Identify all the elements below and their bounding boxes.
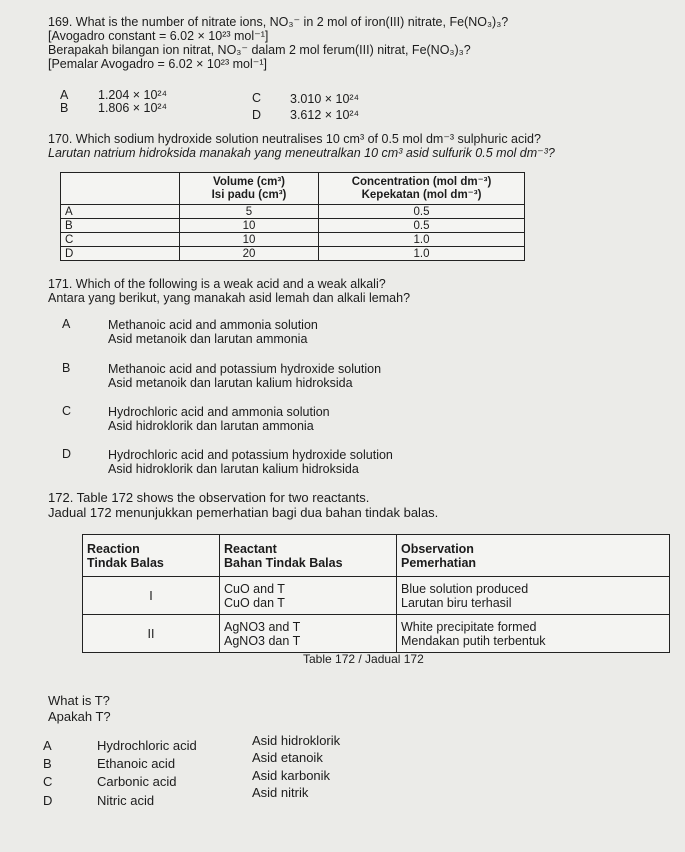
q172-option-a-label[interactable]: A <box>43 738 52 753</box>
q170-row-volume: 10 <box>180 233 319 247</box>
q169-option-c-text: 3.010 × 10²⁴ <box>290 92 359 106</box>
q171-stem-ms: Antara yang berikut, yang manakah asid lemah dan alkali lemah? <box>48 291 411 305</box>
q172-option-a-en: Hydrochloric acid <box>97 738 197 753</box>
table-row[interactable] <box>61 205 525 219</box>
q170-row-label: C <box>61 233 180 247</box>
q172-option-b-ms: Asid etanoik <box>252 750 323 765</box>
q169-option-b-text: 1.806 × 10²⁴ <box>98 101 167 115</box>
q170-row-volume: 10 <box>180 219 319 233</box>
q172-row-reaction: II <box>83 615 220 653</box>
q171-option-d-en: Hydrochloric acid and potassium hydroxide solution <box>108 448 393 462</box>
q171-stem-en: 171. Which of the following is a weak acid and a weak alkali? <box>48 277 386 291</box>
q169-option-b-label[interactable]: B <box>60 101 69 115</box>
table-row[interactable] <box>61 233 525 247</box>
q172-table-caption: Table 172 / Jadual 172 <box>303 652 424 666</box>
q172-option-c-label[interactable]: C <box>43 774 53 789</box>
table-row[interactable] <box>61 219 525 233</box>
q172-option-d-ms: Asid nitrik <box>252 785 309 800</box>
q172-header-observation: Observation Pemerhatian <box>397 535 670 577</box>
question-171 <box>48 277 410 305</box>
q170-table <box>60 172 525 261</box>
q172-ask <box>48 693 111 725</box>
question-169 <box>48 15 508 71</box>
table-row[interactable] <box>83 615 670 653</box>
question-172 <box>48 490 438 520</box>
q170-header-volume: Volume (cm³) Isi padu (cm³) <box>180 173 319 205</box>
table-row[interactable] <box>83 577 670 615</box>
q172-ask-en: What is T? <box>48 693 110 708</box>
q170-row-conc: 0.5 <box>319 205 525 219</box>
q169-option-d-label[interactable]: D <box>252 108 262 122</box>
q172-row-observation: White precipitate formed Mendakan putih terbentuk <box>397 615 670 653</box>
q172-option-a-ms: Asid hidroklorik <box>252 733 341 748</box>
q172-row-reactant: AgNO3 and T AgNO3 dan T <box>220 615 397 653</box>
q170-row-volume: 20 <box>180 247 319 261</box>
q171-option-d-label[interactable]: D <box>62 447 72 461</box>
q171-option-c-ms: Asid hidroklorik dan larutan ammonia <box>108 419 314 433</box>
q170-stem-ms: Larutan natrium hidroksida manakah yang meneutralkan 10 cm³ asid sulfurik 0.5 mol dm⁻³? <box>48 146 555 160</box>
q170-stem-en: 170. Which sodium hydroxide solution neutralises 10 cm³ of 0.5 mol dm⁻³ sulphuric acid? <box>48 132 541 146</box>
q172-stem-en: 172. Table 172 shows the observation for two reactants. <box>48 490 370 505</box>
q172-header-reactant: Reactant Bahan Tindak Balas <box>220 535 397 577</box>
q169-option-a-label[interactable]: A <box>60 88 69 102</box>
q172-stem-ms: Jadual 172 menunjukkan pemerhatian bagi dua bahan tindak balas. <box>48 505 439 520</box>
q172-option-b-en: Ethanoic acid <box>97 756 176 771</box>
q169-stem-en: 169. What is the number of nitrate ions, NO₃⁻ in 2 mol of iron(III) nitrate, Fe(NO₃)₃? <box>48 15 509 29</box>
q170-header-concentration: Concentration (mol dm⁻³) Kepekatan (mol dm⁻³) <box>319 173 525 205</box>
q169-stem-ms: Berapakah bilangan ion nitrat, NO₃⁻ dalam 2 mol ferum(III) nitrat, Fe(NO₃)₃? <box>48 43 471 57</box>
q172-table <box>82 534 670 653</box>
q172-option-d-en: Nitric acid <box>97 793 155 808</box>
q172-row-reactant: CuO and T CuO dan T <box>220 577 397 615</box>
q169-option-a-text: 1.204 × 10²⁴ <box>98 88 167 102</box>
q170-row-conc: 1.0 <box>319 247 525 261</box>
q171-option-d-ms: Asid hidroklorik dan larutan kalium hidroksida <box>108 462 359 476</box>
q171-option-c-label[interactable]: C <box>62 404 72 418</box>
q170-row-label: D <box>61 247 180 261</box>
q170-row-conc: 0.5 <box>319 219 525 233</box>
q171-option-c-en: Hydrochloric acid and ammonia solution <box>108 405 330 419</box>
q171-option-a-en: Methanoic acid and ammonia solution <box>108 318 318 332</box>
q171-option-b-ms: Asid metanoik dan larutan kalium hidroksida <box>108 376 353 390</box>
q172-header-reaction: Reaction Tindak Balas <box>83 535 220 577</box>
q169-constant-en: [Avogadro constant = 6.02 × 10²³ mol⁻¹] <box>48 29 269 43</box>
q171-option-b-en: Methanoic acid and potassium hydroxide solution <box>108 362 382 376</box>
q172-row-observation: Blue solution produced Larutan biru terhasil <box>397 577 670 615</box>
q171-option-a-ms: Asid metanoik dan larutan ammonia <box>108 332 308 346</box>
q172-option-d-label[interactable]: D <box>43 793 53 808</box>
q170-row-label: A <box>61 205 180 219</box>
q172-option-b-label[interactable]: B <box>43 756 52 771</box>
q171-option-a-label[interactable]: A <box>62 317 71 331</box>
q170-row-volume: 5 <box>180 205 319 219</box>
q172-row-reaction: I <box>83 577 220 615</box>
q170-row-conc: 1.0 <box>319 233 525 247</box>
q169-constant-ms: [Pemalar Avogadro = 6.02 × 10²³ mol⁻¹] <box>48 57 267 71</box>
q170-table-corner <box>61 173 180 205</box>
q170-row-label: B <box>61 219 180 233</box>
q172-option-c-ms: Asid karbonik <box>252 768 331 783</box>
q169-option-d-text: 3.612 × 10²⁴ <box>290 108 359 122</box>
q172-ask-ms: Apakah T? <box>48 709 111 724</box>
table-row[interactable] <box>61 247 525 261</box>
q169-option-c-label[interactable]: C <box>252 91 262 105</box>
q172-option-c-en: Carbonic acid <box>97 774 177 789</box>
question-170 <box>48 132 555 160</box>
q171-option-b-label[interactable]: B <box>62 361 71 375</box>
